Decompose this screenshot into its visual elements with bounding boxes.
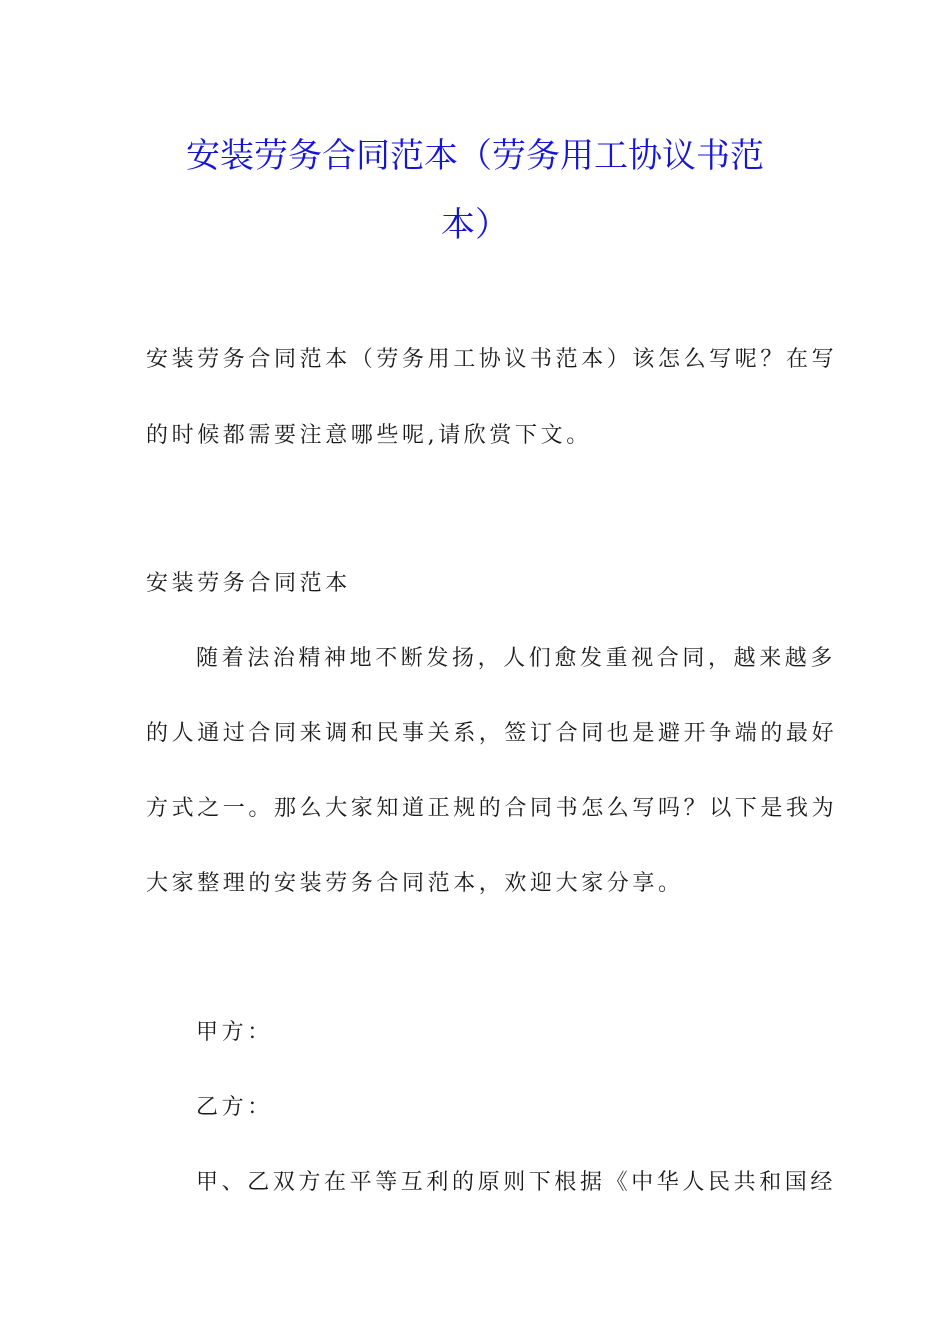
body-line-1: 随着法治精神地不断发扬，人们愈发重视合同，越来越多: [196, 646, 837, 671]
body-line-3: 方式之一。那么大家知道正规的合同书怎么写吗？以下是我为: [146, 796, 838, 821]
section-heading: 安装劳务合同范本: [146, 571, 351, 596]
intro-line-2: 的时候都需要注意哪些呢,请欣赏下文。: [146, 423, 592, 448]
document-title-line-2: 本）: [441, 205, 509, 245]
body-line-4: 大家整理的安装劳务合同范本，欢迎大家分享。: [146, 871, 684, 896]
party-a-label: 甲方：: [196, 1020, 273, 1045]
document-title-line-1: 安装劳务合同范本（劳务用工协议书范: [186, 136, 764, 176]
body-line-2: 的人通过合同来调和民事关系，签订合同也是避开争端的最好: [146, 721, 838, 746]
clause-line: 甲、乙双方在平等互利的原则下根据《中华人民共和国经: [196, 1170, 837, 1195]
party-b-label: 乙方：: [196, 1095, 273, 1120]
intro-line-1: 安装劳务合同范本（劳务用工协议书范本）该怎么写呢？在写: [146, 347, 838, 372]
